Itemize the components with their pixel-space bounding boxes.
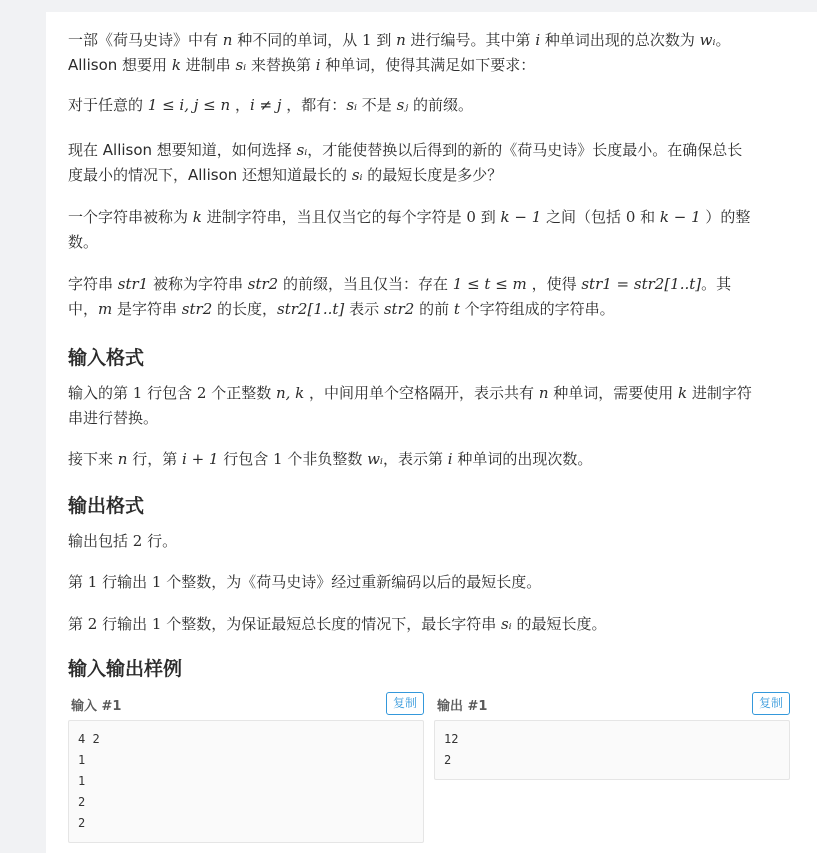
math-condition: 1 ≤ i, j ≤ n [147, 96, 231, 114]
text: 行包含 [218, 450, 273, 468]
text: 接下来 [68, 450, 118, 468]
text: ， [230, 96, 250, 114]
text: ，使得 [526, 275, 582, 293]
text: 数。 [68, 233, 99, 251]
text: 到 [371, 31, 397, 49]
text: 行，第 [127, 450, 182, 468]
example-input-header [68, 692, 424, 718]
math-1: 1 [87, 573, 98, 591]
text: 被称为字符串 [148, 275, 248, 293]
text: 进行编号。其中第 [405, 31, 536, 49]
copy-input-button[interactable]: 复制 [386, 692, 424, 715]
text: 第 [68, 615, 88, 633]
math-si: sᵢ [500, 615, 512, 633]
math-i-plus-1: i + 1 [182, 450, 219, 468]
input-format-paragraph [68, 381, 790, 431]
text: 度最小的情况下，Allison 还想知道最长的 [68, 166, 352, 184]
text: 。其 [701, 275, 732, 293]
example-input-title: 输入 #1 [71, 699, 122, 714]
text: 行输出 [97, 615, 152, 633]
text: 第 [68, 573, 88, 591]
math-k: k [678, 384, 688, 402]
text: 行包含 [142, 384, 197, 402]
text: 对于任意的 [68, 96, 148, 114]
text: 种单词，需要使用 [548, 384, 679, 402]
math-si: sᵢ [296, 141, 308, 159]
math-0: 0 [625, 208, 636, 226]
math-1: 1 [151, 615, 162, 633]
math-1: 1 [273, 450, 283, 468]
math-2: 2 [132, 532, 143, 550]
definition-paragraph [68, 205, 790, 255]
text: 输出包括 [68, 532, 133, 550]
text: ，才能使替换以后得到的新的《荷马史诗》长度最小。在确保总长 [307, 141, 743, 159]
input-line: 1 [78, 753, 86, 767]
math-sj: sⱼ [396, 96, 409, 114]
math-wi: wᵢ [367, 450, 383, 468]
math-str2: str2 [247, 275, 279, 293]
text: 字符串 [68, 275, 118, 293]
math-i: i [535, 31, 541, 49]
problem-card [46, 12, 817, 853]
math-condition: i ≠ j [249, 96, 282, 114]
text: ，都有： [281, 96, 347, 114]
input-line: 4 2 [78, 732, 100, 746]
example-output-box[interactable] [434, 720, 790, 780]
problem-description-paragraph [68, 28, 790, 78]
text: 一部《荷马史诗》中有 [68, 31, 223, 49]
text: 种不同的单词，从 [232, 31, 362, 49]
math-k: k [171, 56, 181, 74]
math-equation: str1 = str2[1..t] [581, 275, 702, 293]
math-n-k: n, k [275, 384, 305, 402]
example-output-header [434, 692, 790, 718]
text: 中， [68, 300, 99, 318]
math-k: k [192, 208, 202, 226]
math-si: sᵢ [346, 96, 358, 114]
prefix-definition-paragraph [68, 272, 790, 322]
math-k-minus-1: k − 1 [659, 208, 701, 226]
math-str2-slice: str2[1..t] [277, 300, 345, 318]
math-2: 2 [196, 384, 207, 402]
text: 表示 [344, 300, 384, 318]
text: 串进行替换。 [68, 409, 159, 427]
example-output-panel [434, 692, 790, 780]
input-line: 2 [78, 816, 86, 830]
text: 到 [475, 208, 501, 226]
text: 输入的第 [68, 384, 133, 402]
output-line: 2 [444, 753, 452, 767]
text: 是字符串 [112, 300, 182, 318]
text: 个非负整数 [282, 450, 368, 468]
math-m: m [98, 300, 113, 318]
text: 个整数，为保证最短总长度的情况下，最长字符串 [161, 615, 501, 633]
text: 的前缀。 [408, 96, 474, 114]
text: 进制字符 [687, 384, 752, 402]
text: 的长度， [212, 300, 278, 318]
text: 个正整数 [206, 384, 276, 402]
output-format-heading: 输出格式 [68, 495, 145, 517]
question-paragraph [68, 138, 790, 188]
math-i: i [447, 450, 453, 468]
text: 来替换第 [246, 56, 316, 74]
output-line: 12 [444, 732, 459, 746]
text: 种单词的出现次数。 [452, 450, 593, 468]
text: 一个字符串被称为 [68, 208, 193, 226]
math-n: n [396, 31, 406, 49]
math-n: n [117, 450, 128, 468]
text: 种单词出现的总次数为 [540, 31, 700, 49]
math-2: 2 [87, 615, 98, 633]
math-str2: str2 [181, 300, 213, 318]
text: 的最短长度是多少？ [362, 166, 503, 184]
math-0: 0 [466, 208, 476, 226]
text: 进制字符串，当且仅当它的每个字符是 [201, 208, 467, 226]
text: 。 [715, 31, 731, 49]
math-t: t [453, 300, 460, 318]
examples-heading: 输入输出样例 [68, 658, 183, 680]
math-condition: 1 ≤ t ≤ m [452, 275, 527, 293]
copy-output-button[interactable]: 复制 [752, 692, 790, 715]
text: 和 [635, 208, 660, 226]
text: 的前缀，当且仅当：存在 [278, 275, 453, 293]
example-input-box[interactable] [68, 720, 424, 843]
text: 种单词，使得其满足如下要求： [320, 56, 536, 74]
math-str2: str2 [383, 300, 415, 318]
input-format-heading: 输入格式 [68, 347, 145, 369]
math-si: sᵢ [351, 166, 363, 184]
text: Allison 想要用 [68, 56, 172, 74]
input-line: 2 [78, 795, 86, 809]
text: 个字符组成的字符串。 [459, 300, 615, 318]
math-wi: wᵢ [699, 31, 716, 49]
math-i: i [315, 56, 321, 74]
text: 现在 Allison 想要知道，如何选择 [68, 141, 297, 159]
text: 行。 [142, 532, 178, 550]
math-1: 1 [132, 384, 143, 402]
text: 不是 [357, 96, 397, 114]
output-format-paragraph [68, 529, 790, 554]
output-line1-paragraph [68, 570, 790, 595]
math-si: sᵢ [235, 56, 247, 74]
text: ，表示第 [382, 450, 448, 468]
text: ）的整 [700, 208, 751, 226]
math-n: n [222, 31, 233, 49]
math-1: 1 [151, 573, 162, 591]
output-line2-paragraph [68, 612, 790, 637]
math-k-minus-1: k − 1 [500, 208, 542, 226]
text: 个整数，为《荷马史诗》经过重新编码以后的最短长度。 [161, 573, 542, 591]
input-line: 1 [78, 774, 86, 788]
left-sidebar [0, 0, 46, 853]
text: 进制串 [180, 56, 236, 74]
example-output-title: 输出 #1 [437, 699, 488, 714]
math-n: n [538, 384, 549, 402]
input-lines-paragraph [68, 447, 790, 472]
text: ，中间用单个空格隔开，表示共有 [304, 384, 539, 402]
math-1: 1 [362, 31, 372, 49]
text: 之间（包括 [541, 208, 626, 226]
requirement-paragraph [68, 93, 790, 118]
text: 行输出 [97, 573, 152, 591]
text: 的前 [414, 300, 454, 318]
example-input-panel [68, 692, 424, 843]
math-str1: str1 [117, 275, 149, 293]
text: 的最短长度。 [511, 615, 607, 633]
